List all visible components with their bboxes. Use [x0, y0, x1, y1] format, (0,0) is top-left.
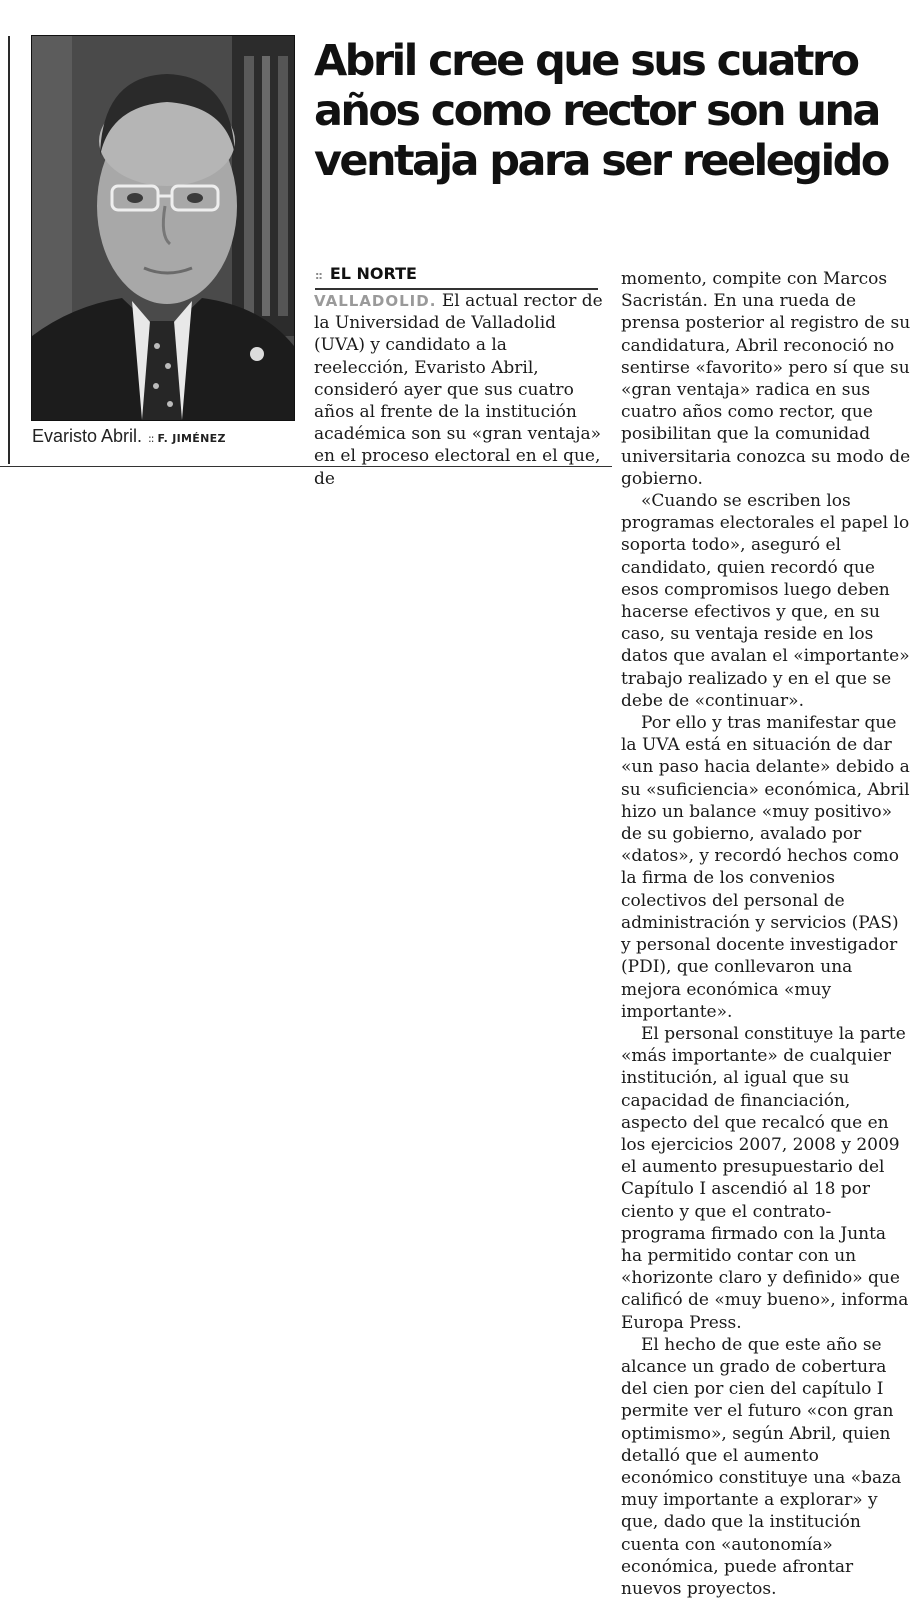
- article-column-1: [314, 290, 604, 490]
- body-paragraph-4: El personal constituye la parte «más importante» de cualquier institución, al igual que su capacidad de financiación, aspecto del que recalcó que en los ejercicios 2007, 2008 y 2009 el aumento presupuestario del Capítulo I ascendió al 18 por ciento y que el contrato-programa firmado con la Junta ha permitido contar con un «horizonte claro y definido» que calificó de «muy bueno», informa Europa Press.: [621, 1023, 909, 1333]
- dateline-city: VALLADOLID.: [314, 292, 437, 310]
- section-label-text: EL NORTE: [329, 264, 417, 283]
- section-marker: ::: [315, 269, 322, 282]
- body-paragraph-3: Por ello y tras manifestar que la UVA está en situación de dar «un paso hacia delante» debido a su «suficiencia» económica, Abril hizo un balance «muy positivo» de su gobierno, avalado por «datos», y recordó hechos como la firma de los convenios colectivos del personal de administración y servicios (PAS) y personal docente investigador (PDI), que conllevaron una mejora económica «muy importante».: [621, 713, 910, 1022]
- lead-paragraph: [314, 290, 604, 490]
- headline-line-2: años como rector son una: [314, 86, 879, 136]
- caption-separator: ::: [148, 432, 154, 445]
- headline: [314, 36, 914, 186]
- photo-credit: F. JIMÉNEZ: [157, 432, 226, 445]
- portrait-illustration: [32, 36, 294, 420]
- headline-line-1: Abril cree que sus cuatro: [314, 36, 858, 86]
- photo-caption: [32, 424, 292, 448]
- headline-line-3: ventaja para ser reelegido: [314, 136, 888, 186]
- article-column-2: [621, 268, 911, 1600]
- body-paragraph-1: momento, compite con Marcos Sacristán. En una rueda de prensa posterior al registro de su candidatura, Abril reconoció no sentirse «favorito» pero sí que su «gran ventaja» radica en sus cuatro años como rector, que posibilitan que la comunidad universitaria conozca su modo de gobierno.: [621, 269, 911, 489]
- left-column-rule: [8, 36, 10, 464]
- body-paragraph-2: «Cuando se escriben los programas electorales el papel lo soporta todo», aseguró el candidato, quien recordó que esos compromisos luego deben hacerse efectivos y que, en su caso, su ventaja reside en los datos que avalan el «importante» trabajo realizado y en el que se debe de «continuar».: [621, 491, 910, 711]
- caption-name: Evaristo Abril.: [32, 426, 143, 446]
- lead-text: El actual rector de la Universidad de Valladolid (UVA) y candidato a la reelección, Evaristo Abril, consideró ayer que sus cuatro años al frente de la institución académica son su «gran ventaja» en el proceso electoral en el que, de: [314, 291, 603, 489]
- bottom-rule: [0, 466, 612, 467]
- portrait-photo: [31, 35, 295, 421]
- body-paragraph-5: El hecho de que este año se alcance un grado de cobertura del cien por cien del capítulo I permite ver el futuro «con gran optimismo», según Abril, quien detalló que el aumento económico constituye una «baza muy importante a explorar» y que, dado que la institución cuenta con «autonomía» económica, puede afrontar nuevos proyectos.: [621, 1334, 902, 1599]
- section-label: [315, 262, 598, 290]
